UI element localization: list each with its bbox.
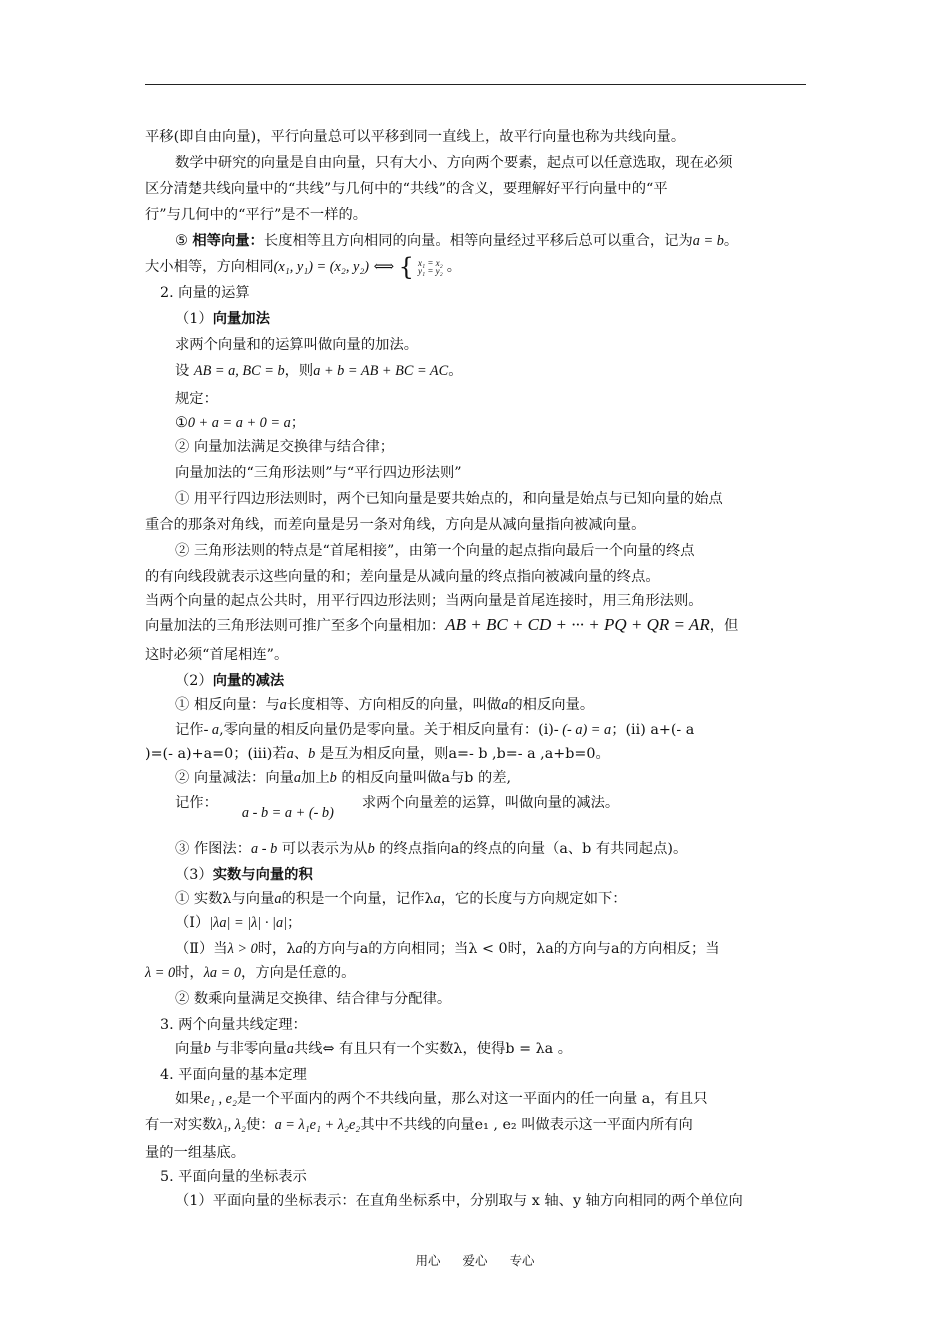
subsection-heading <box>175 670 284 692</box>
text-line <box>175 230 738 252</box>
formula: a <box>501 697 509 713</box>
formula: 0 + a = a + 0 = a <box>187 415 291 431</box>
text-run: ① 实数λ与向量 <box>175 891 275 907</box>
formula: λ > 0 <box>227 941 258 957</box>
text-run: 。 <box>723 233 739 249</box>
formula: - a <box>203 722 220 738</box>
text-line <box>145 743 610 765</box>
heading-run: 向量加法 <box>212 311 270 327</box>
formula: AB = a, BC = b <box>193 363 285 379</box>
formula: a <box>286 746 294 762</box>
text-run: ,零向量的相反向量仍是零向量。关于相反向量有：(i) <box>219 722 554 738</box>
text-line: 的有向线段就表示这些向量的和；差向量是从减向量的终点指向被减向量的终点。 <box>145 569 660 585</box>
text-line <box>175 767 511 789</box>
text-line <box>145 253 462 281</box>
text-run: ⑤ <box>175 233 193 249</box>
formula: a + b = AB + BC = AC <box>313 363 449 379</box>
section-heading: 3. 两个向量共线定理： <box>160 1017 307 1033</box>
text-line <box>175 694 594 716</box>
text-line: ② 向量加法满足交换律与结合律； <box>175 439 394 455</box>
text-run: 设 <box>175 363 194 379</box>
text-run: ③ 作图法： <box>175 841 252 857</box>
text-line: 当两个向量的起点公共时，用平行四边形法则；当两向量是首尾连接时，用三角形法则。 <box>145 593 703 609</box>
text-run: ① 相反向量：与 <box>175 697 280 713</box>
text-line: 行”与几何中的“平行”是不一样的。 <box>145 207 368 223</box>
formula: λ = 0 <box>145 965 176 981</box>
formula: a = b <box>692 233 724 249</box>
text-line <box>175 838 687 860</box>
formula: a <box>286 1041 294 1057</box>
formula: - (- a) = a <box>553 722 612 738</box>
text-line <box>145 614 738 636</box>
subsection-heading <box>175 864 313 886</box>
text-run: 有一对实数 <box>145 1117 217 1133</box>
equation-system <box>418 259 443 275</box>
text-line <box>175 360 462 382</box>
text-line: 规定： <box>175 391 218 407</box>
text-line <box>175 719 694 741</box>
equation: x₁ = x₂ <box>417 258 443 268</box>
text-run: 记作： <box>175 795 218 811</box>
formula: AB + BC + CD + ··· + PQ + QR = AR <box>445 615 710 634</box>
text-line: 求两个向量和的运算叫做向量的加法。 <box>175 337 419 353</box>
formula: (x₁, y₁) = (x₂, y₂) <box>273 259 370 275</box>
text-line: 平移(即自由向量)，平行向量总可以平移到同一直线上，故平行向量也称为共线向量。 <box>145 129 686 145</box>
text-line <box>175 938 720 960</box>
text-run: 时，λ <box>257 941 296 957</box>
formula: a - b = a + (- b) <box>241 805 334 821</box>
text-line <box>145 962 355 984</box>
text-run: 加上 <box>301 770 330 786</box>
formula: a <box>274 891 282 907</box>
formula: |λa| = |λ| · |a| <box>209 915 288 931</box>
formula: a <box>293 770 302 786</box>
formula: a <box>279 697 287 713</box>
text-line <box>175 912 301 934</box>
text-run: 的方向与a的方向相同；当λ < 0时，λa的方向与a的方向相反；当 <box>302 941 720 957</box>
text-line: ② 数乘向量满足交换律、结合律与分配律。 <box>175 991 452 1007</box>
text-line <box>145 1114 693 1136</box>
formula: b <box>308 746 316 762</box>
section-heading: 4. 平面向量的基本定理 <box>160 1067 307 1083</box>
text-run: ，但 <box>709 618 739 634</box>
text-run: 长度相等、方向相反的向量，叫做 <box>286 697 502 713</box>
text-run: （1） <box>175 311 213 327</box>
text-run: 的相反向量。 <box>508 697 595 713</box>
text-run: ； <box>287 915 302 931</box>
text-line <box>175 888 627 910</box>
text-run: 如果 <box>175 1091 204 1107</box>
text-run: 是互为相反向量，则a=- b ,b=- a ,a+b=0。 <box>315 746 610 762</box>
text-run: （Ⅰ） <box>175 915 210 931</box>
text-line: 量的一组基底。 <box>145 1145 246 1161</box>
text-run: ② 向量减法：向量 <box>175 770 294 786</box>
text-run: 记作 <box>175 722 204 738</box>
text-run: ；(ii) a+(- a <box>611 722 695 738</box>
header-rule <box>145 84 806 85</box>
text-line: 区分清楚共线向量中的“共线”与几何中的“共线”的含义，要理解好平行向量中的“平 <box>145 181 668 197</box>
text-line: 重合的那条对角线，而差向量是另一条对角线，方向是从减向量指向被减向量。 <box>145 517 646 533</box>
text-run: 。 <box>446 259 462 275</box>
formula: λ₁, λ₂ <box>216 1117 246 1133</box>
text-line: 数学中研究的向量是自由向量，只有大小、方向两个要素，起点可以任意选取，现在必须 <box>175 155 733 171</box>
section-heading: 2. 向量的运算 <box>160 285 250 301</box>
text-run: ； <box>290 415 306 431</box>
text-line: 向量加法的“三角形法则”与“平行四边形法则” <box>175 465 462 481</box>
heading-run: 向量的减法 <box>212 673 285 689</box>
text-run: ，则 <box>284 363 314 379</box>
text-run: 的相反向量叫做a与b 的差, <box>336 770 512 786</box>
equation: y₁ = y₂ <box>417 266 443 276</box>
heading-run: 实数与向量的积 <box>212 867 313 883</box>
text-line: ① 用平行四边形法则时，两个已知向量是要共始点的，和向量是始点与已知向量的始点 <box>175 491 723 507</box>
text-run: （2） <box>175 673 213 689</box>
text-run: ，它的长度与方向规定如下： <box>440 891 627 907</box>
formula: a <box>433 891 441 907</box>
text-run: 。 <box>448 363 463 379</box>
text-run: 使： <box>245 1117 275 1133</box>
text-run: 时， <box>175 965 204 981</box>
text-run: 大小相等，方向相同 <box>145 259 274 275</box>
formula: a <box>295 941 303 957</box>
text-run: 与非零向量 <box>210 1041 287 1057</box>
text-line <box>175 1088 708 1110</box>
text-line: 这时必须“首尾相连”。 <box>145 647 289 663</box>
text-run: ，方向是任意的。 <box>241 965 356 981</box>
formula: b <box>329 770 337 786</box>
heading-run: 相等向量： <box>192 233 264 249</box>
formula: b <box>203 1041 211 1057</box>
equivalence-symbol: ⟺ <box>369 259 399 275</box>
text-run: 的终点指向a的终点的向量（a、b 有共同起点)。 <box>374 841 688 857</box>
text-run: 向量加法的三角形法则可推广至多个向量相加： <box>145 618 446 634</box>
subsection-heading <box>175 308 270 330</box>
formula: a = λ₁e₁ + λ₂e₂ <box>274 1117 361 1133</box>
text-line: （1）平面向量的坐标表示：在直角坐标系中，分别取与 x 轴、y 轴方向相同的两个单位向 <box>175 1193 743 1209</box>
section-heading: 5. 平面向量的坐标表示 <box>160 1169 307 1185</box>
text-run: 求两个向量差的运算，叫做向量的减法。 <box>361 795 620 811</box>
text-line <box>175 1038 572 1060</box>
text-run: 是一个平面内的两个不共线向量，那么对这一平面内的任一向量 a，有且只 <box>236 1091 708 1107</box>
text-line <box>175 412 305 434</box>
text-run: )=(- a)+a=0；(iii)若 <box>145 746 287 762</box>
formula: b <box>367 841 375 857</box>
text-run: 的积是一个向量，记作λ <box>281 891 434 907</box>
formula: λa = 0 <box>203 965 242 981</box>
text-line: ② 三角形法则的特点是“首尾相接”，由第一个向量的起点指向最后一个向量的终点 <box>175 543 695 559</box>
text-run: 共线⇔ 有且只有一个实数λ，使得b = λa 。 <box>293 1041 573 1057</box>
formula: e₁ , e₂ <box>203 1091 237 1107</box>
text-run: ① <box>175 415 188 431</box>
text-run: 其中不共线的向量e₁ , e₂ 叫做表示这一平面内所有向 <box>360 1117 693 1133</box>
text-run: 、 <box>293 746 309 762</box>
page-footer: 用心 爱心 专心 <box>415 1253 535 1268</box>
text-run: 向量 <box>175 1041 204 1057</box>
text-line <box>175 792 620 821</box>
text-run: （Ⅱ）当 <box>175 941 228 957</box>
text-run: 长度相等且方向相同的向量。相等向量经过平移后总可以重合，记为 <box>263 233 693 249</box>
text-run: 可以表示为从 <box>277 841 368 857</box>
text-run: （3） <box>175 867 213 883</box>
formula: a - b <box>251 841 278 857</box>
brace-symbol: { <box>398 253 414 281</box>
